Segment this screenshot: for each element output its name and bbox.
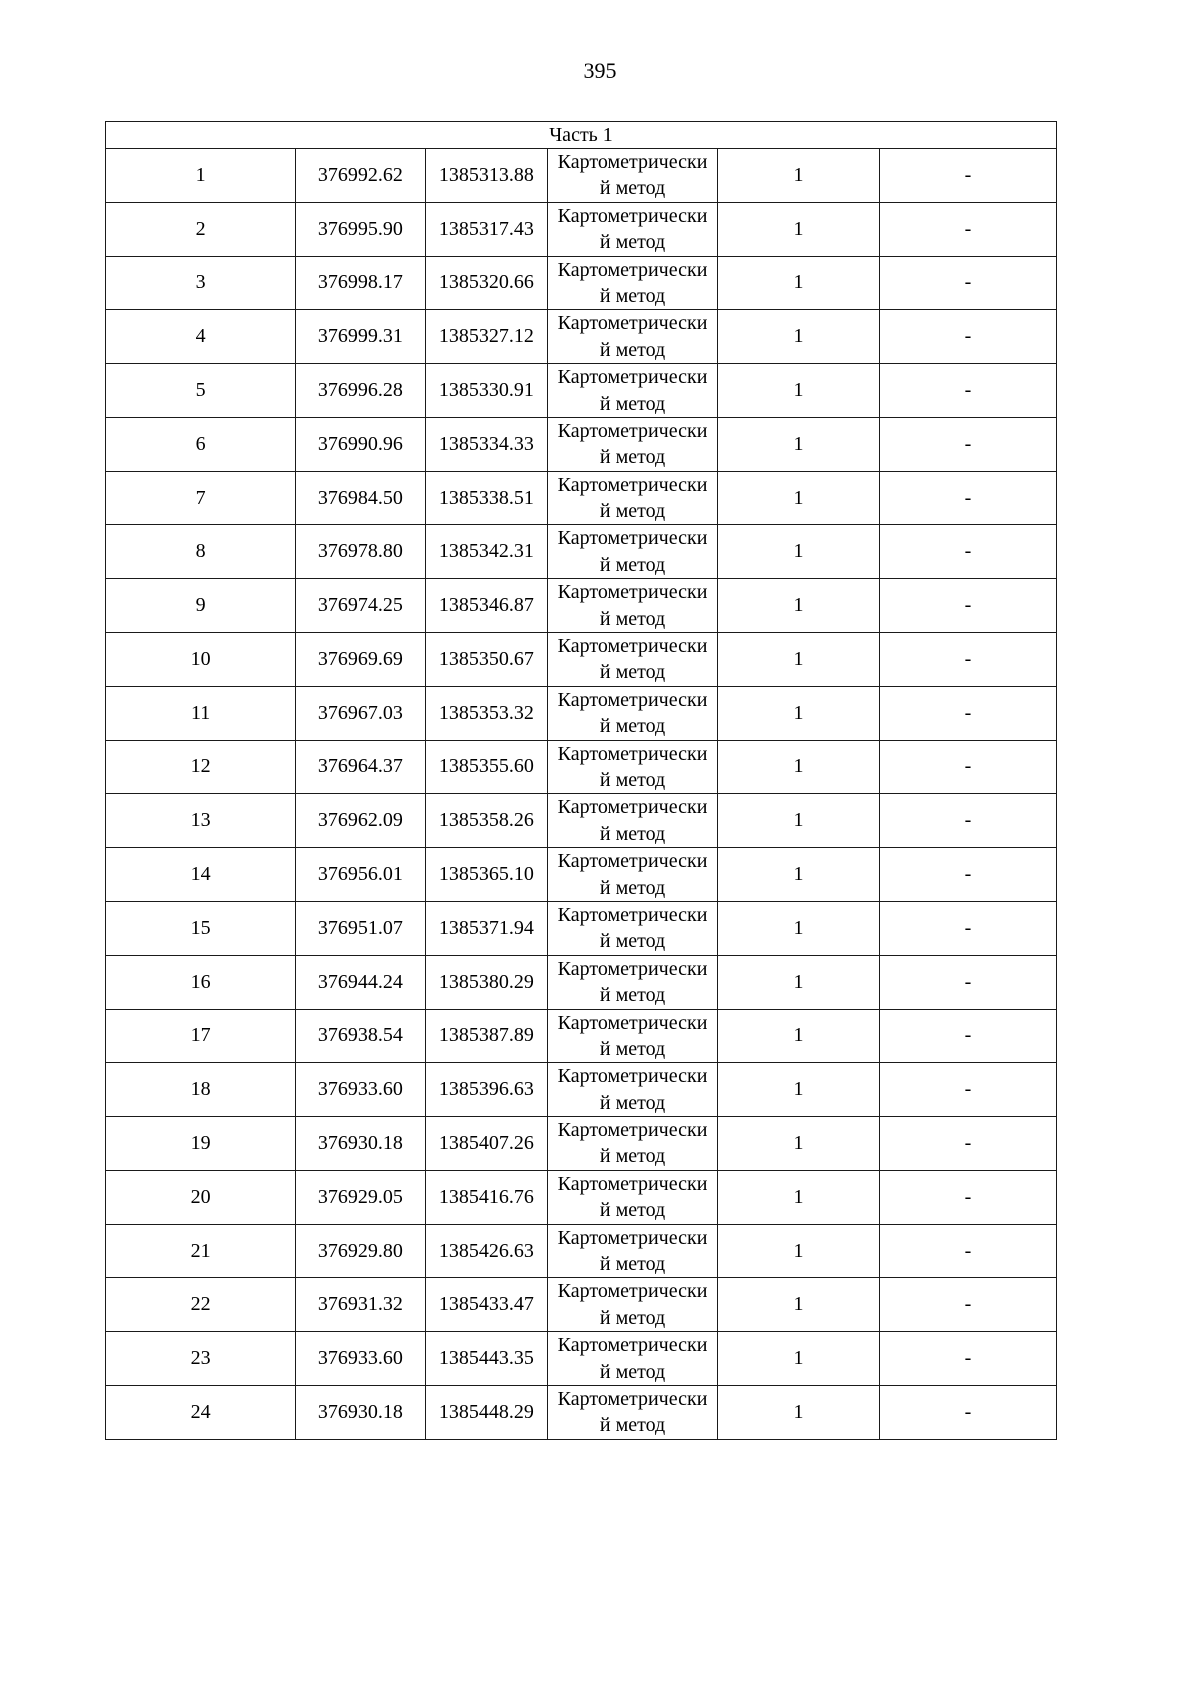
cell-accuracy: 1 bbox=[718, 901, 880, 955]
method-line-1: Картометрически bbox=[557, 366, 708, 389]
cell-y-coordinate: 1385338.51 bbox=[425, 471, 547, 525]
cell-accuracy: 1 bbox=[718, 1009, 880, 1063]
method-line-2: й метод bbox=[599, 768, 666, 791]
method-line-2: й метод bbox=[599, 1091, 666, 1114]
method-line-2: й метод bbox=[599, 1199, 666, 1222]
cell-point-number: 6 bbox=[106, 417, 296, 471]
cell-x-coordinate: 376956.01 bbox=[296, 848, 425, 902]
cell-accuracy: 1 bbox=[718, 1332, 880, 1386]
table-row bbox=[106, 202, 1057, 256]
cell-point-number: 19 bbox=[106, 1117, 296, 1171]
cell-y-coordinate: 1385346.87 bbox=[425, 579, 547, 633]
cell-x-coordinate: 376978.80 bbox=[296, 525, 425, 579]
cell-point-number: 9 bbox=[106, 579, 296, 633]
cell-point-number: 14 bbox=[106, 848, 296, 902]
method-line-1: Картометрически bbox=[557, 1280, 708, 1303]
method-line-1: Картометрически bbox=[557, 1065, 708, 1088]
table-row bbox=[106, 256, 1057, 310]
cell-method bbox=[548, 955, 718, 1009]
method-line-1: Картометрически bbox=[557, 151, 708, 173]
cell-method bbox=[548, 1332, 718, 1386]
method-line-1: Картометрически bbox=[557, 312, 708, 335]
cell-point-number: 17 bbox=[106, 1009, 296, 1063]
cell-y-coordinate: 1385355.60 bbox=[425, 740, 547, 794]
table-row bbox=[106, 794, 1057, 848]
cell-note: - bbox=[879, 901, 1056, 955]
cell-note: - bbox=[879, 1224, 1056, 1278]
cell-y-coordinate: 1385353.32 bbox=[425, 686, 547, 740]
cell-x-coordinate: 376995.90 bbox=[296, 202, 425, 256]
method-line-1: Картометрически bbox=[557, 581, 708, 604]
method-line-1: Картометрически bbox=[557, 688, 708, 711]
method-line-1: Картометрически bbox=[557, 258, 708, 281]
cell-y-coordinate: 1385350.67 bbox=[425, 633, 547, 687]
cell-point-number: 3 bbox=[106, 256, 296, 310]
cell-point-number: 1 bbox=[106, 149, 296, 203]
cell-point-number: 10 bbox=[106, 633, 296, 687]
cell-method bbox=[548, 1117, 718, 1171]
cell-note: - bbox=[879, 686, 1056, 740]
table-row bbox=[106, 1170, 1057, 1224]
cell-y-coordinate: 1385407.26 bbox=[425, 1117, 547, 1171]
cell-method bbox=[548, 364, 718, 418]
cell-note: - bbox=[879, 202, 1056, 256]
cell-x-coordinate: 376974.25 bbox=[296, 579, 425, 633]
method-line-2: й метод bbox=[599, 930, 666, 953]
cell-x-coordinate: 376929.80 bbox=[296, 1224, 425, 1278]
cell-note: - bbox=[879, 579, 1056, 633]
cell-x-coordinate: 376944.24 bbox=[296, 955, 425, 1009]
method-line-1: Картометрически bbox=[557, 635, 708, 658]
cell-accuracy: 1 bbox=[718, 1278, 880, 1332]
method-line-2: й метод bbox=[599, 231, 666, 254]
method-line-1: Картометрически bbox=[557, 742, 708, 765]
cell-y-coordinate: 1385327.12 bbox=[425, 310, 547, 364]
method-line-1: Картометрически bbox=[557, 527, 708, 550]
method-line-2: й метод bbox=[599, 661, 666, 684]
method-line-2: й метод bbox=[599, 392, 666, 415]
cell-note: - bbox=[879, 1063, 1056, 1117]
table-row bbox=[106, 1224, 1057, 1278]
cell-x-coordinate: 376929.05 bbox=[296, 1170, 425, 1224]
cell-accuracy: 1 bbox=[718, 794, 880, 848]
cell-note: - bbox=[879, 1332, 1056, 1386]
cell-point-number: 22 bbox=[106, 1278, 296, 1332]
cell-point-number: 8 bbox=[106, 525, 296, 579]
cell-accuracy: 1 bbox=[718, 1224, 880, 1278]
cell-accuracy: 1 bbox=[718, 848, 880, 902]
method-line-1: Картометрически bbox=[557, 419, 708, 442]
cell-point-number: 23 bbox=[106, 1332, 296, 1386]
cell-accuracy: 1 bbox=[718, 310, 880, 364]
cell-x-coordinate: 376930.18 bbox=[296, 1117, 425, 1171]
method-line-2: й метод bbox=[599, 1253, 666, 1276]
cell-note: - bbox=[879, 471, 1056, 525]
cell-note: - bbox=[879, 1009, 1056, 1063]
cell-point-number: 12 bbox=[106, 740, 296, 794]
table-row bbox=[106, 1278, 1057, 1332]
method-line-2: й метод bbox=[599, 984, 666, 1007]
page-number: 395 bbox=[583, 58, 617, 83]
table-row bbox=[106, 1385, 1057, 1439]
table-row bbox=[106, 525, 1057, 579]
method-line-2: й метод bbox=[599, 1145, 666, 1168]
method-line-2: й метод bbox=[599, 1306, 666, 1329]
table-row bbox=[106, 149, 1057, 203]
cell-x-coordinate: 376990.96 bbox=[296, 417, 425, 471]
cell-y-coordinate: 1385313.88 bbox=[425, 149, 547, 203]
cell-point-number: 11 bbox=[106, 686, 296, 740]
table-row bbox=[106, 740, 1057, 794]
cell-x-coordinate: 376996.28 bbox=[296, 364, 425, 418]
cell-method bbox=[548, 1009, 718, 1063]
part-label: Часть 1 bbox=[106, 122, 1057, 149]
cell-accuracy: 1 bbox=[718, 1063, 880, 1117]
cell-note: - bbox=[879, 794, 1056, 848]
cell-x-coordinate: 376998.17 bbox=[296, 256, 425, 310]
cell-note: - bbox=[879, 364, 1056, 418]
method-line-2: й метод bbox=[599, 284, 666, 307]
cell-x-coordinate: 376967.03 bbox=[296, 686, 425, 740]
cell-method bbox=[548, 794, 718, 848]
cell-note: - bbox=[879, 633, 1056, 687]
method-line-1: Картометрически bbox=[557, 473, 708, 496]
cell-accuracy: 1 bbox=[718, 686, 880, 740]
table-row bbox=[106, 633, 1057, 687]
cell-method bbox=[548, 1278, 718, 1332]
table-row bbox=[106, 955, 1057, 1009]
cell-point-number: 20 bbox=[106, 1170, 296, 1224]
cell-method bbox=[548, 310, 718, 364]
table-row bbox=[106, 1117, 1057, 1171]
cell-method bbox=[548, 1224, 718, 1278]
cell-method bbox=[548, 901, 718, 955]
method-line-1: Картометрически bbox=[557, 850, 708, 873]
table-row bbox=[106, 848, 1057, 902]
method-line-2: й метод bbox=[599, 553, 666, 576]
cell-method bbox=[548, 1063, 718, 1117]
table-row bbox=[106, 417, 1057, 471]
cell-method bbox=[548, 848, 718, 902]
cell-x-coordinate: 376984.50 bbox=[296, 471, 425, 525]
cell-method bbox=[548, 256, 718, 310]
cell-y-coordinate: 1385365.10 bbox=[425, 848, 547, 902]
cell-point-number: 13 bbox=[106, 794, 296, 848]
table-row bbox=[106, 471, 1057, 525]
method-line-2: й метод bbox=[599, 1037, 666, 1060]
method-line-2: й метод bbox=[599, 446, 666, 469]
method-line-2: й метод bbox=[599, 876, 666, 899]
cell-y-coordinate: 1385358.26 bbox=[425, 794, 547, 848]
cell-method bbox=[548, 471, 718, 525]
cell-method bbox=[548, 149, 718, 203]
table-row bbox=[106, 1063, 1057, 1117]
method-line-2: й метод bbox=[599, 500, 666, 523]
table-row bbox=[106, 364, 1057, 418]
cell-note: - bbox=[879, 310, 1056, 364]
cell-accuracy: 1 bbox=[718, 1117, 880, 1171]
cell-accuracy: 1 bbox=[718, 256, 880, 310]
cell-accuracy: 1 bbox=[718, 364, 880, 418]
cell-y-coordinate: 1385317.43 bbox=[425, 202, 547, 256]
method-line-2: й метод bbox=[599, 177, 666, 200]
cell-note: - bbox=[879, 256, 1056, 310]
cell-accuracy: 1 bbox=[718, 1385, 880, 1439]
cell-x-coordinate: 376999.31 bbox=[296, 310, 425, 364]
cell-x-coordinate: 376951.07 bbox=[296, 901, 425, 955]
cell-y-coordinate: 1385342.31 bbox=[425, 525, 547, 579]
cell-accuracy: 1 bbox=[718, 955, 880, 1009]
cell-y-coordinate: 1385330.91 bbox=[425, 364, 547, 418]
cell-accuracy: 1 bbox=[718, 471, 880, 525]
method-line-1: Картометрически bbox=[557, 1011, 708, 1034]
method-line-2: й метод bbox=[599, 1360, 666, 1383]
method-line-2: й метод bbox=[599, 715, 666, 738]
table-row bbox=[106, 310, 1057, 364]
method-line-1: Картометрически bbox=[557, 204, 708, 227]
method-line-1: Картометрически bbox=[557, 1119, 708, 1142]
table-row bbox=[106, 1009, 1057, 1063]
cell-note: - bbox=[879, 955, 1056, 1009]
cell-x-coordinate: 376964.37 bbox=[296, 740, 425, 794]
cell-note: - bbox=[879, 1117, 1056, 1171]
cell-note: - bbox=[879, 740, 1056, 794]
cell-point-number: 16 bbox=[106, 955, 296, 1009]
cell-y-coordinate: 1385416.76 bbox=[425, 1170, 547, 1224]
cell-accuracy: 1 bbox=[718, 417, 880, 471]
method-line-1: Картометрически bbox=[557, 957, 708, 980]
cell-point-number: 18 bbox=[106, 1063, 296, 1117]
cell-x-coordinate: 376992.62 bbox=[296, 149, 425, 203]
table-row bbox=[106, 686, 1057, 740]
cell-accuracy: 1 bbox=[718, 149, 880, 203]
method-line-2: й метод bbox=[599, 1414, 666, 1437]
coordinates-table bbox=[105, 121, 1057, 1440]
cell-method bbox=[548, 525, 718, 579]
cell-note: - bbox=[879, 1170, 1056, 1224]
cell-point-number: 21 bbox=[106, 1224, 296, 1278]
table-row bbox=[106, 1332, 1057, 1386]
method-line-1: Картометрически bbox=[557, 1226, 708, 1249]
cell-x-coordinate: 376938.54 bbox=[296, 1009, 425, 1063]
cell-method bbox=[548, 202, 718, 256]
cell-y-coordinate: 1385320.66 bbox=[425, 256, 547, 310]
cell-method bbox=[548, 417, 718, 471]
cell-accuracy: 1 bbox=[718, 1170, 880, 1224]
cell-x-coordinate: 376931.32 bbox=[296, 1278, 425, 1332]
method-line-1: Картометрически bbox=[557, 796, 708, 819]
cell-method bbox=[548, 1385, 718, 1439]
cell-note: - bbox=[879, 149, 1056, 203]
cell-method bbox=[548, 633, 718, 687]
cell-x-coordinate: 376962.09 bbox=[296, 794, 425, 848]
cell-y-coordinate: 1385426.63 bbox=[425, 1224, 547, 1278]
cell-accuracy: 1 bbox=[718, 525, 880, 579]
cell-accuracy: 1 bbox=[718, 633, 880, 687]
cell-x-coordinate: 376933.60 bbox=[296, 1332, 425, 1386]
cell-accuracy: 1 bbox=[718, 579, 880, 633]
cell-point-number: 15 bbox=[106, 901, 296, 955]
cell-point-number: 7 bbox=[106, 471, 296, 525]
cell-note: - bbox=[879, 417, 1056, 471]
cell-x-coordinate: 376930.18 bbox=[296, 1385, 425, 1439]
method-line-2: й метод bbox=[599, 338, 666, 361]
cell-y-coordinate: 1385387.89 bbox=[425, 1009, 547, 1063]
part-header-row bbox=[106, 122, 1057, 149]
cell-accuracy: 1 bbox=[718, 202, 880, 256]
cell-method bbox=[548, 579, 718, 633]
cell-point-number: 5 bbox=[106, 364, 296, 418]
cell-y-coordinate: 1385380.29 bbox=[425, 955, 547, 1009]
cell-method bbox=[548, 740, 718, 794]
cell-note: - bbox=[879, 1385, 1056, 1439]
cell-point-number: 24 bbox=[106, 1385, 296, 1439]
cell-accuracy: 1 bbox=[718, 740, 880, 794]
cell-y-coordinate: 1385371.94 bbox=[425, 901, 547, 955]
method-line-1: Картометрически bbox=[557, 1334, 708, 1357]
cell-note: - bbox=[879, 848, 1056, 902]
cell-x-coordinate: 376933.60 bbox=[296, 1063, 425, 1117]
cell-note: - bbox=[879, 525, 1056, 579]
table-body bbox=[106, 122, 1057, 1440]
method-line-1: Картометрически bbox=[557, 1387, 708, 1410]
table-row bbox=[106, 579, 1057, 633]
method-line-1: Картометрически bbox=[557, 1172, 708, 1195]
cell-y-coordinate: 1385433.47 bbox=[425, 1278, 547, 1332]
cell-y-coordinate: 1385396.63 bbox=[425, 1063, 547, 1117]
method-line-1: Картометрически bbox=[557, 903, 708, 926]
cell-point-number: 2 bbox=[106, 202, 296, 256]
cell-y-coordinate: 1385334.33 bbox=[425, 417, 547, 471]
method-line-2: й метод bbox=[599, 822, 666, 845]
cell-y-coordinate: 1385443.35 bbox=[425, 1332, 547, 1386]
table-row bbox=[106, 901, 1057, 955]
cell-note: - bbox=[879, 1278, 1056, 1332]
cell-method bbox=[548, 1170, 718, 1224]
cell-point-number: 4 bbox=[106, 310, 296, 364]
method-line-2: й метод bbox=[599, 607, 666, 630]
cell-y-coordinate: 1385448.29 bbox=[425, 1385, 547, 1439]
cell-method bbox=[548, 686, 718, 740]
cell-x-coordinate: 376969.69 bbox=[296, 633, 425, 687]
